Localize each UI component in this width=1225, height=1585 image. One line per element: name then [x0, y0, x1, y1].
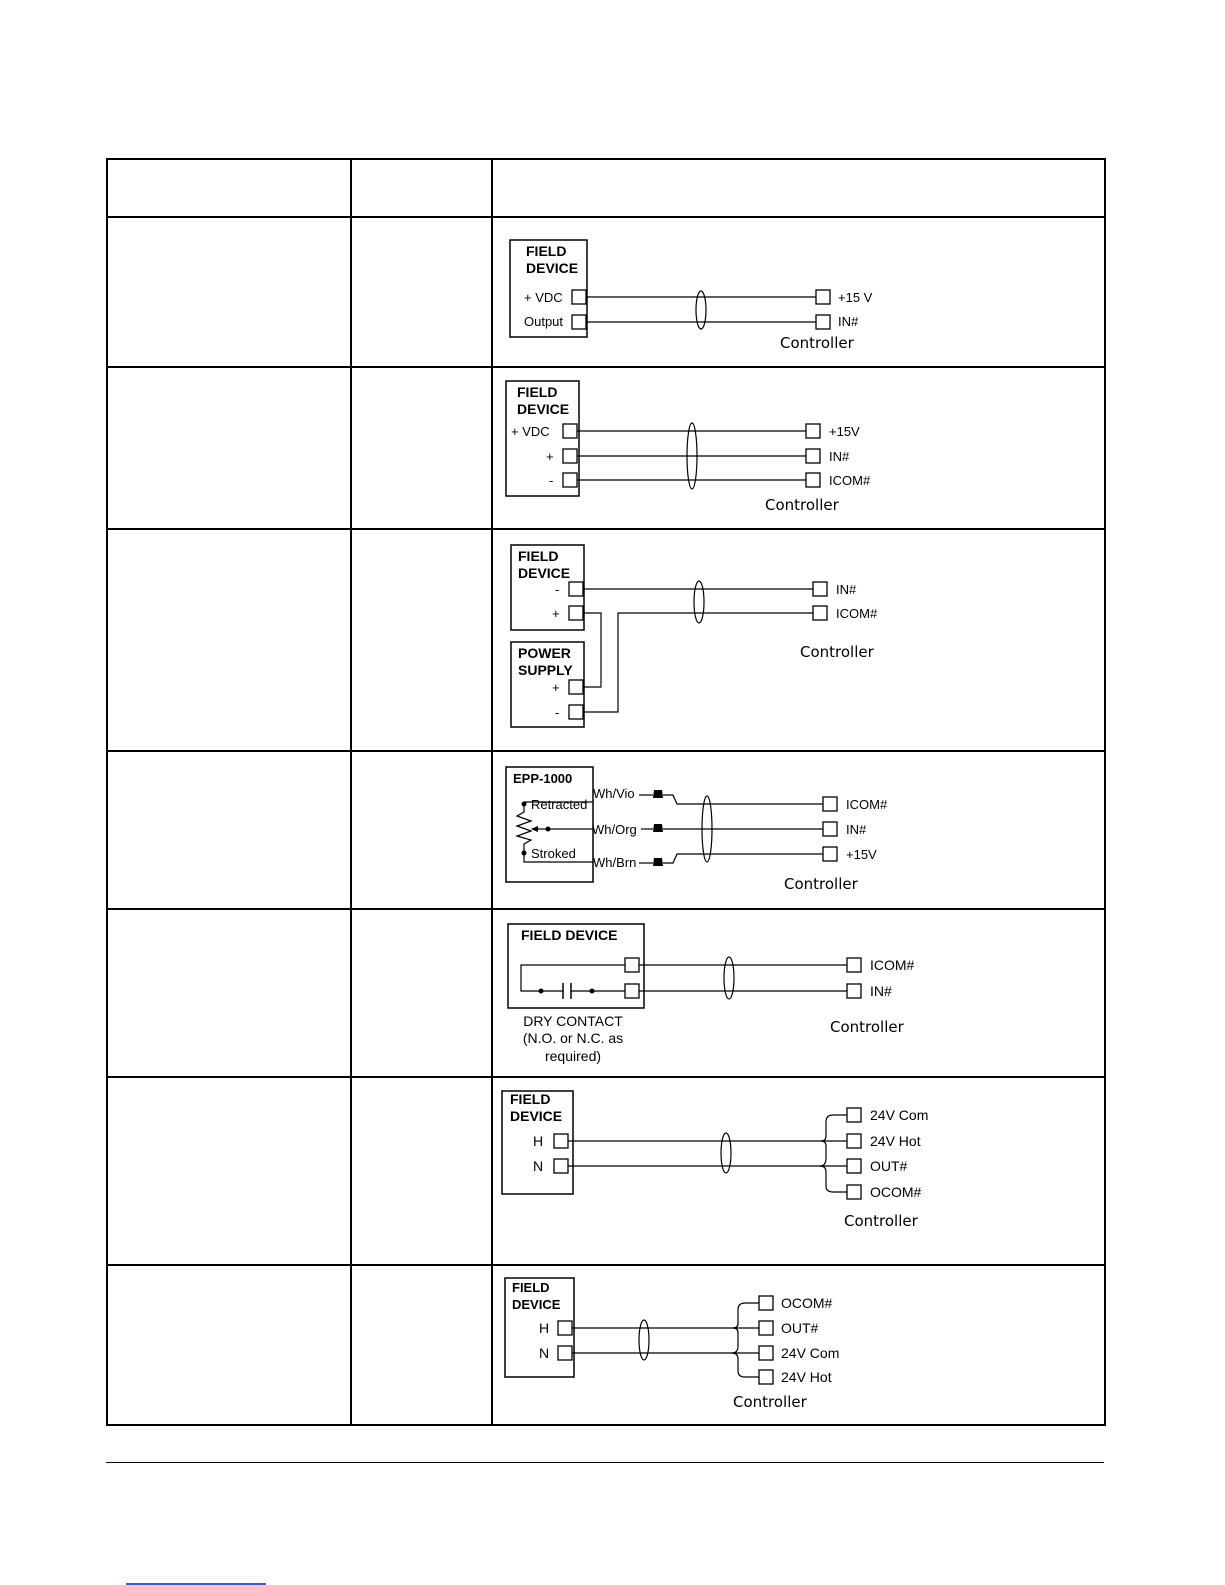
device-title-line1: FIELD — [517, 384, 558, 400]
controller-terminal-label: 24V Hot — [781, 1369, 832, 1385]
device-terminal — [625, 984, 639, 998]
controller-terminal — [847, 1134, 861, 1148]
wiring-diagram-3 — [493, 530, 1104, 750]
cable-shield — [639, 1320, 649, 1360]
controller-terminal-label: IN# — [838, 314, 859, 329]
device-terminal — [554, 1159, 568, 1173]
controller-terminal — [759, 1321, 773, 1335]
cable-shield — [724, 957, 734, 999]
supply-terminal-label: + — [552, 680, 560, 695]
controller-label: Controller — [733, 1393, 807, 1411]
controller-terminal-label: OCOM# — [870, 1184, 922, 1200]
controller-label: Controller — [844, 1212, 918, 1230]
controller-terminal-label: IN# — [870, 983, 892, 999]
controller-terminal-label: OUT# — [781, 1320, 819, 1336]
controller-jumper — [820, 1115, 847, 1192]
wiring-diagram-2 — [493, 368, 1104, 528]
device-terminal — [558, 1346, 572, 1360]
controller-label: Controller — [780, 334, 854, 352]
device-title-line2: DEVICE — [512, 1297, 561, 1312]
supply-terminal-label: - — [555, 705, 560, 720]
device-terminal-label: + VDC — [524, 290, 563, 305]
device-terminal — [554, 1134, 568, 1148]
controller-terminal-label: ICOM# — [829, 473, 871, 488]
wire — [663, 795, 823, 804]
wiring-diagram-cell — [492, 909, 1105, 1077]
wiring-diagram-7 — [493, 1266, 1104, 1424]
contact-wire — [521, 965, 625, 991]
device-title-line2: DEVICE — [526, 260, 579, 276]
device-terminal-label: N — [539, 1345, 550, 1361]
controller-terminal-label: IN# — [829, 449, 850, 464]
row-type-cell — [351, 909, 492, 1077]
controller-terminal-label: +15V — [829, 424, 860, 439]
table-row — [107, 529, 1105, 751]
device-terminal — [563, 424, 577, 438]
controller-terminal — [847, 1108, 861, 1122]
contact-caption: required) — [544, 1048, 602, 1064]
cable-shield — [694, 581, 704, 623]
table-row — [107, 909, 1105, 1077]
pot-label: Stroked — [531, 846, 576, 861]
controller-label: Controller — [784, 875, 858, 893]
controller-label: Controller — [765, 496, 839, 514]
row-label-cell — [107, 751, 351, 909]
wiring-diagram-cell — [492, 529, 1105, 751]
row-label-cell — [107, 1077, 351, 1265]
wire-nut — [653, 858, 663, 866]
device-terminal — [563, 473, 577, 487]
controller-terminal-label: 24V Com — [781, 1345, 840, 1361]
wire — [583, 613, 813, 712]
controller-terminal — [813, 606, 827, 620]
wire-label: Wh/Brn — [593, 855, 637, 870]
device-terminal — [572, 290, 586, 304]
wire — [583, 613, 601, 687]
device-terminal — [558, 1321, 572, 1335]
header-cell-1 — [107, 159, 351, 217]
controller-terminal — [759, 1296, 773, 1310]
wiring-diagram-5 — [493, 910, 1104, 1076]
device-title-line1: FIELD — [510, 1091, 551, 1107]
row-type-cell — [351, 217, 492, 367]
controller-terminal-label: OCOM# — [781, 1295, 833, 1311]
table-row — [107, 1077, 1105, 1265]
device-terminal-label: H — [539, 1320, 550, 1336]
supply-title-line1: POWER — [518, 645, 571, 661]
device-terminal-label: - — [549, 473, 554, 488]
controller-label: Controller — [800, 643, 874, 661]
controller-terminal — [816, 290, 830, 304]
controller-terminal — [847, 958, 861, 972]
table-row — [107, 367, 1105, 529]
controller-terminal — [816, 315, 830, 329]
wiring-diagram-1 — [493, 218, 1104, 366]
header-cell-3 — [492, 159, 1105, 217]
header-row — [107, 159, 1105, 217]
contact-caption: (N.O. or N.C. as — [522, 1030, 624, 1046]
wiring-diagram-cell — [492, 367, 1105, 529]
device-terminal — [569, 606, 583, 620]
device-terminal-label: + — [546, 449, 554, 464]
device-terminal-label: Output — [524, 314, 564, 329]
controller-terminal-label: IN# — [846, 822, 867, 837]
controller-terminal — [806, 424, 820, 438]
device-terminal — [625, 958, 639, 972]
controller-terminal — [759, 1346, 773, 1360]
controller-terminal — [823, 822, 837, 836]
device-terminal — [569, 582, 583, 596]
device-terminal-label: - — [555, 582, 560, 597]
pot-label: Retracted — [531, 797, 588, 812]
device-title: EPP-1000 — [513, 771, 573, 786]
cable-shield — [721, 1133, 731, 1173]
device-terminal — [563, 449, 577, 463]
controller-terminal-label: +15 V — [838, 290, 873, 305]
controller-terminal — [847, 1185, 861, 1199]
device-terminal-label: + — [552, 606, 560, 621]
controller-terminal — [806, 473, 820, 487]
footer-rule — [106, 1462, 1104, 1463]
controller-terminal — [823, 797, 837, 811]
row-label-cell — [107, 1265, 351, 1425]
row-type-cell — [351, 367, 492, 529]
controller-terminal-label: 24V Hot — [870, 1133, 921, 1149]
controller-terminal — [847, 1159, 861, 1173]
wire-nut — [653, 790, 663, 798]
row-label-cell — [107, 909, 351, 1077]
wiring-diagram-cell — [492, 1265, 1105, 1425]
device-title-line2: DEVICE — [518, 565, 571, 581]
controller-terminal — [847, 984, 861, 998]
row-type-cell — [351, 751, 492, 909]
controller-terminal — [806, 449, 820, 463]
device-title-line1: FIELD — [512, 1280, 550, 1295]
row-label-cell — [107, 367, 351, 529]
controller-jumper — [732, 1303, 759, 1377]
supply-terminal — [569, 705, 583, 719]
wiring-table — [106, 158, 1106, 1426]
wiring-diagram-6 — [493, 1078, 1104, 1264]
controller-terminal — [759, 1370, 773, 1384]
controller-terminal — [813, 582, 827, 596]
device-title: FIELD DEVICE — [521, 927, 618, 943]
contact-caption: DRY CONTACT — [523, 1013, 623, 1029]
device-title-line2: DEVICE — [510, 1108, 563, 1124]
wire-label: Wh/Vio — [593, 786, 635, 801]
supply-terminal — [569, 680, 583, 694]
wiring-diagram-cell — [492, 217, 1105, 367]
device-terminal-label: + VDC — [511, 424, 550, 439]
device-terminal-label: N — [533, 1158, 544, 1174]
wire-label: Wh/Org — [592, 822, 637, 837]
controller-terminal-label: +15V — [846, 847, 877, 862]
row-label-cell — [107, 529, 351, 751]
device-title-line2: DEVICE — [517, 401, 570, 417]
row-label-cell — [107, 217, 351, 367]
controller-terminal — [823, 847, 837, 861]
row-type-cell — [351, 529, 492, 751]
controller-terminal-label: OUT# — [870, 1158, 908, 1174]
device-terminal — [572, 315, 586, 329]
controller-terminal-label: ICOM# — [836, 606, 878, 621]
table-row — [107, 217, 1105, 367]
wiring-diagram-cell — [492, 1077, 1105, 1265]
controller-terminal-label: ICOM# — [846, 797, 888, 812]
row-type-cell — [351, 1265, 492, 1425]
device-title-line1: FIELD — [518, 548, 559, 564]
controller-label: Controller — [830, 1018, 904, 1036]
device-title-line1: FIELD — [526, 243, 567, 259]
controller-terminal-label: ICOM# — [870, 957, 915, 973]
wiring-diagram-cell — [492, 751, 1105, 909]
controller-terminal-label: 24V Com — [870, 1107, 929, 1123]
supply-title-line2: SUPPLY — [518, 662, 573, 678]
controller-terminal-label: IN# — [836, 582, 857, 597]
wire — [663, 854, 823, 863]
device-terminal-label: H — [533, 1133, 544, 1149]
table-row — [107, 751, 1105, 909]
potentiometer — [517, 804, 531, 853]
wiring-diagram-4 — [493, 752, 1104, 908]
row-type-cell — [351, 1077, 492, 1265]
table-row — [107, 1265, 1105, 1425]
header-cell-2 — [351, 159, 492, 217]
wire-nut — [653, 824, 663, 832]
